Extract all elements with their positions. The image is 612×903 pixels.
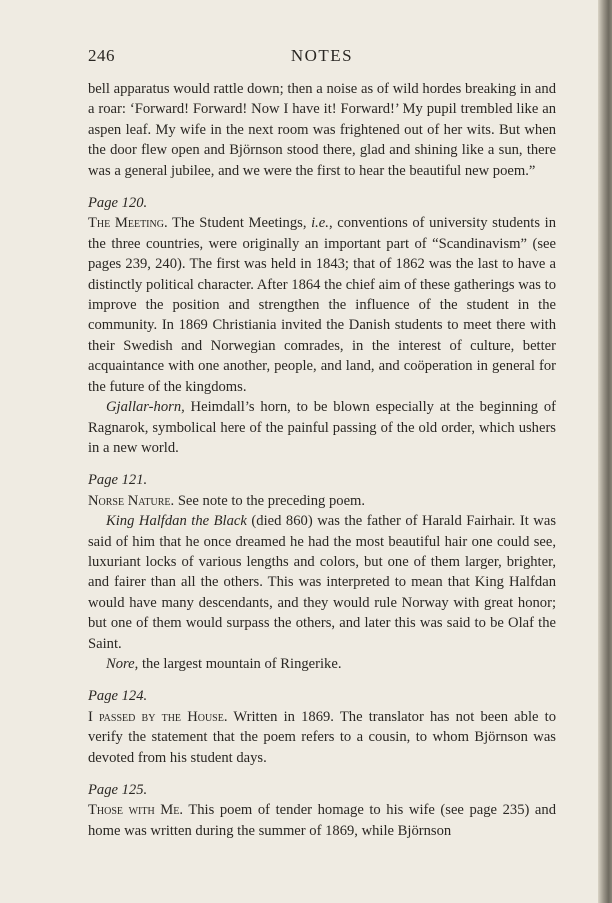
note-text: , conventions of university students in the three countries, were originally an important part of “Scandinavism” (see pages 239, 240). The first was held in 1843; that of 1862 was the last to have a distinctly political character. After 1864 the chief aim of these gatherings was to improve the position and strengthen the influence of the student in the community. In 1869 Christiania invited the Danish students to meet there with their Swedish and Norwegian comrades, in the interest of culture, better acquaintance with one another, people, and land, and coöperation in general for the future of the kingdoms.: [88, 215, 556, 395]
note-heading: Those with Me.: [88, 802, 184, 819]
note-paragraph: [88, 213, 556, 397]
page-header: [88, 46, 556, 68]
continuation-paragraph: bell apparatus would rattle down; then a noise as of wild hordes breaking in and a roar: ‘Forward! Forward! Now I have it! Forward!’ My pupil trembled like an aspen leaf. My wife in the next room was frightened out of her wits. But when the door flew open and Björnson stood there, glad and shining like a sun, there was a general jubilee, and we were the first to hear the beautiful new poem.”: [88, 81, 556, 179]
page-number: 246: [88, 46, 115, 65]
note-text: Heimdall’s horn, to be blown especially at the beginning of Ragnarok, symbolical here of the painful passing of the old order, which ushers in a new world.: [88, 399, 556, 456]
note-term: King Halfdan the Black: [106, 513, 247, 530]
note-term: Nore,: [106, 655, 139, 672]
page-reference: Page 121.: [88, 472, 148, 489]
note-subparagraph: [88, 397, 556, 458]
note-text: the largest mountain of Ringerike.: [138, 655, 342, 672]
page-reference: Page 124.: [88, 688, 148, 705]
note-paragraph: [88, 800, 556, 841]
note-subparagraph: [88, 654, 556, 674]
notes-body: [88, 79, 556, 841]
note-text: The Student Meetings,: [167, 215, 312, 232]
page-reference: Page 125.: [88, 782, 148, 798]
book-page-edge: [598, 0, 612, 903]
page-reference: Page 120.: [88, 195, 148, 212]
note-paragraph: [88, 491, 556, 511]
note-heading: Norse Nature.: [88, 492, 175, 509]
note-heading: The Meeting.: [88, 215, 168, 232]
note-text: Written in 1869. The translator has not been able to verify the statement that the poem refers to a cousin, to whom Björnson was devoted from his student days.: [88, 708, 557, 766]
note-text: See note to the preceding poem.: [174, 492, 366, 509]
note-text: This poem of tender homage to his wife (see page 235) and home was written during the summer of 1869, while Björnson: [88, 802, 556, 839]
note-term: Gjallar-horn,: [106, 399, 185, 416]
note-text: (died 860) was the father of Harald Fairhair. It was said of him that he once dreamed he had the most beautiful hair one could see, luxuriant locks of various lengths and colors, but one of them larger, brighter, and fairer than all the others. This was interpreted to mean that King Halfdan would have many descendants, and they would rule Norway with great honor; but one of them would surpass the others, and later this was said to be Olaf the Saint.: [88, 513, 556, 652]
note-abbreviation: i.e.: [311, 215, 329, 232]
running-title: NOTES: [290, 46, 354, 65]
note-heading: I passed by the House.: [88, 708, 228, 725]
note-paragraph: [88, 707, 556, 768]
note-subparagraph: [88, 511, 556, 654]
